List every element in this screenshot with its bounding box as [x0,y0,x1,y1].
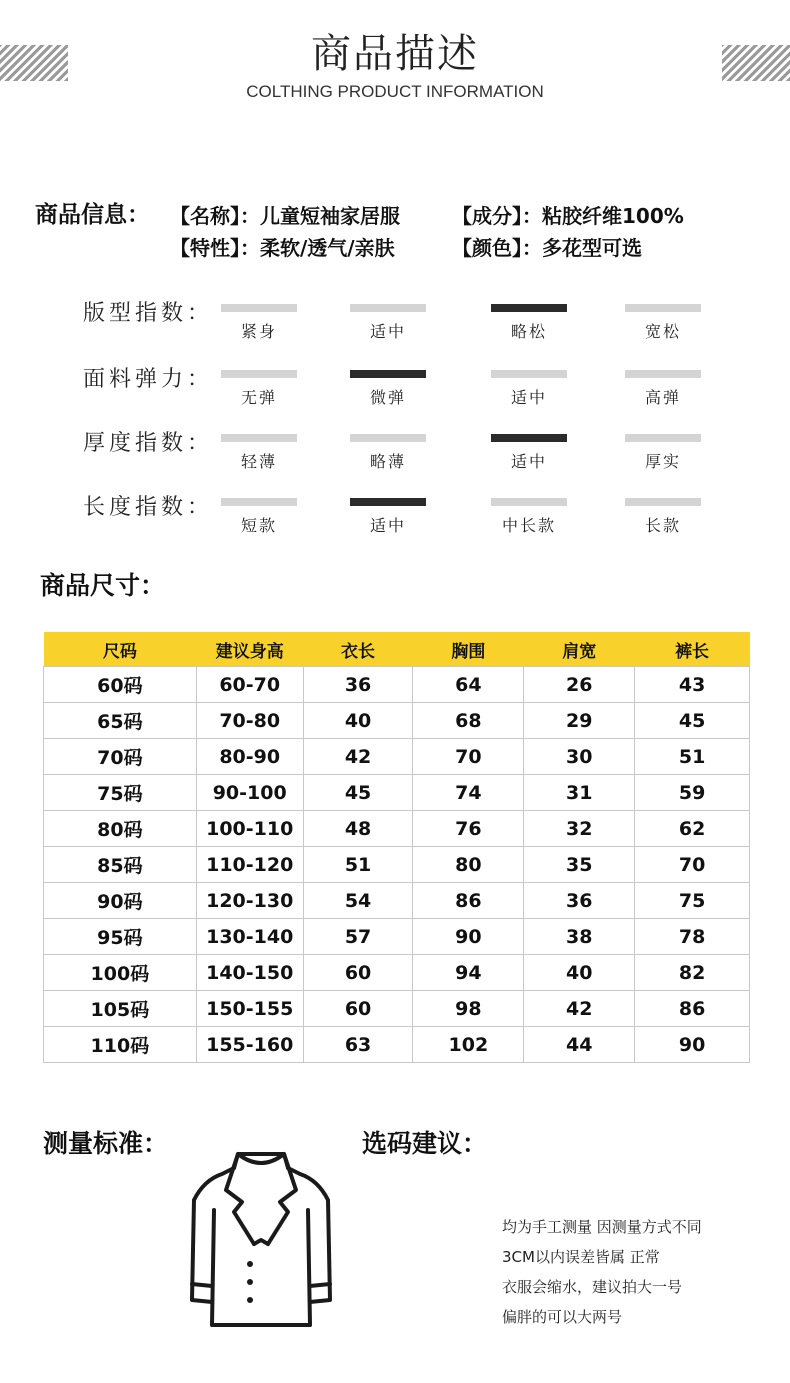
index-option-label: 短款 [240,516,277,535]
cell-chest: 94 [413,955,524,991]
index-option [350,498,426,536]
info-color: 【颜色】：多花型可选 [452,236,642,260]
cell-length: 54 [303,883,413,919]
cell-shoulder: 30 [524,739,635,775]
cell-shoulder: 35 [524,847,635,883]
index-option [625,370,701,408]
cell-size: 90码 [44,883,197,919]
index-label: 长度指数： [83,495,214,520]
cell-length: 48 [303,811,413,847]
col-header-shoulder: 肩宽 [524,632,635,667]
page-subtitle: COLTHING PRODUCT INFORMATION [246,82,544,101]
index-bar [221,370,297,378]
index-option-label: 略松 [510,322,547,341]
cell-shoulder: 31 [524,775,635,811]
index-option-label: 无弹 [240,388,277,407]
cell-length: 36 [303,667,413,703]
index-option [491,498,567,536]
index-option-label: 适中 [510,388,547,407]
cell-chest: 90 [413,919,524,955]
index-option [625,304,701,342]
index-option-label: 宽松 [644,322,681,341]
index-option-label: 适中 [510,452,547,471]
cell-pants: 86 [635,991,750,1027]
index-option-label: 高弹 [644,388,681,407]
index-option [625,498,701,536]
index-option [350,370,426,408]
cell-pants: 62 [635,811,750,847]
col-header-size: 尺码 [44,632,197,667]
advice-title: 选码建议： [362,1129,488,1158]
index-option-label: 适中 [369,322,406,341]
table-row [44,667,750,703]
index-option-label: 中长款 [501,516,556,535]
index-bar [221,434,297,442]
cell-length: 42 [303,739,413,775]
cell-size: 75码 [44,775,197,811]
cell-height: 110-120 [196,847,303,883]
cell-shoulder: 44 [524,1027,635,1063]
cell-length: 60 [303,991,413,1027]
cell-shoulder: 36 [524,883,635,919]
cell-height: 140-150 [196,955,303,991]
index-label: 厚度指数： [83,431,214,456]
cell-height: 150-155 [196,991,303,1027]
cell-pants: 78 [635,919,750,955]
index-bar [625,498,701,506]
index-bar [350,304,426,312]
cell-chest: 98 [413,991,524,1027]
index-option-label: 轻薄 [240,452,277,471]
cell-length: 63 [303,1027,413,1063]
table-row [44,739,750,775]
button-dot-icon [247,1297,253,1303]
cell-size: 85码 [44,847,197,883]
table-row [44,883,750,919]
cell-pants: 82 [635,955,750,991]
index-bar [625,304,701,312]
index-bar [491,370,567,378]
cell-height: 60-70 [196,667,303,703]
index-bar [625,434,701,442]
advice-line-3: 衣服会缩水，建议拍大一号 [502,1278,683,1296]
index-option [625,434,701,472]
cell-chest: 64 [413,667,524,703]
measure-title: 测量标准： [43,1129,169,1158]
size-table-header [44,632,750,667]
col-header-length: 衣长 [303,632,413,667]
index-option [491,370,567,408]
index-option [221,370,297,408]
table-row [44,775,750,811]
info-name: 【名称】：儿童短袖家居服 [170,204,400,228]
cell-shoulder: 38 [524,919,635,955]
button-dot-icon [247,1261,253,1267]
shirt-outline-icon [186,1150,336,1330]
table-row [44,991,750,1027]
cell-shoulder: 26 [524,667,635,703]
index-bar-selected [350,370,426,378]
advice-line-4: 偏胖的可以大两号 [502,1308,623,1326]
info-feature: 【特性】：柔软/透气/亲肤 [170,236,395,260]
index-option [221,434,297,472]
table-row [44,811,750,847]
cell-pants: 90 [635,1027,750,1063]
cell-chest: 74 [413,775,524,811]
table-row [44,847,750,883]
cell-shoulder: 32 [524,811,635,847]
cell-pants: 70 [635,847,750,883]
index-bar [350,434,426,442]
cell-height: 130-140 [196,919,303,955]
cell-height: 90-100 [196,775,303,811]
cell-size: 95码 [44,919,197,955]
index-label: 面料弹力： [83,367,214,392]
index-option-label: 适中 [369,516,406,535]
cell-pants: 75 [635,883,750,919]
index-option [491,304,567,342]
cell-size: 110码 [44,1027,197,1063]
cell-height: 100-110 [196,811,303,847]
cell-size: 80码 [44,811,197,847]
size-section-title: 商品尺寸： [40,571,166,600]
advice-line-1: 均为手工测量 因测量方式不同 [502,1218,702,1236]
index-label: 版型指数： [83,301,214,326]
cell-chest: 70 [413,739,524,775]
cell-height: 80-90 [196,739,303,775]
index-option [221,498,297,536]
index-option-label: 微弹 [369,388,406,407]
cell-height: 120-130 [196,883,303,919]
index-option [350,434,426,472]
table-row [44,1027,750,1063]
cell-shoulder: 29 [524,703,635,739]
cell-length: 51 [303,847,413,883]
cell-chest: 68 [413,703,524,739]
cell-shoulder: 40 [524,955,635,991]
cell-length: 45 [303,775,413,811]
cell-size: 65码 [44,703,197,739]
index-bar-selected [350,498,426,506]
index-option-label: 紧身 [240,322,277,341]
table-row [44,919,750,955]
index-option [491,434,567,472]
index-bar-selected [491,434,567,442]
cell-pants: 51 [635,739,750,775]
cell-size: 105码 [44,991,197,1027]
index-option-label: 长款 [644,516,681,535]
index-bar [221,304,297,312]
cell-chest: 80 [413,847,524,883]
index-option [350,304,426,342]
index-option-label: 厚实 [644,452,681,471]
col-header-height: 建议身高 [196,632,303,667]
col-header-pants: 裤长 [635,632,750,667]
cell-pants: 43 [635,667,750,703]
index-bar-selected [491,304,567,312]
cell-chest: 86 [413,883,524,919]
cell-pants: 59 [635,775,750,811]
cell-height: 70-80 [196,703,303,739]
cell-chest: 76 [413,811,524,847]
table-row [44,955,750,991]
cell-length: 60 [303,955,413,991]
cell-size: 60码 [44,667,197,703]
cell-size: 100码 [44,955,197,991]
cell-shoulder: 42 [524,991,635,1027]
cell-size: 70码 [44,739,197,775]
index-option-label: 略薄 [369,452,406,471]
cell-length: 57 [303,919,413,955]
index-bar [221,498,297,506]
col-header-chest: 胸围 [413,632,524,667]
cell-chest: 102 [413,1027,524,1063]
size-table [43,632,750,1063]
product-info-label: 商品信息： [35,202,150,228]
button-dot-icon [247,1279,253,1285]
page-title: 商品描述 [311,31,479,77]
advice-line-2: 3CM以内误差皆属 正常 [502,1248,660,1266]
cell-length: 40 [303,703,413,739]
index-bar [491,498,567,506]
table-row [44,703,750,739]
cell-height: 155-160 [196,1027,303,1063]
info-composition: 【成分】：粘胶纤维100% [452,204,684,228]
index-bar [625,370,701,378]
cell-pants: 45 [635,703,750,739]
index-option [221,304,297,342]
